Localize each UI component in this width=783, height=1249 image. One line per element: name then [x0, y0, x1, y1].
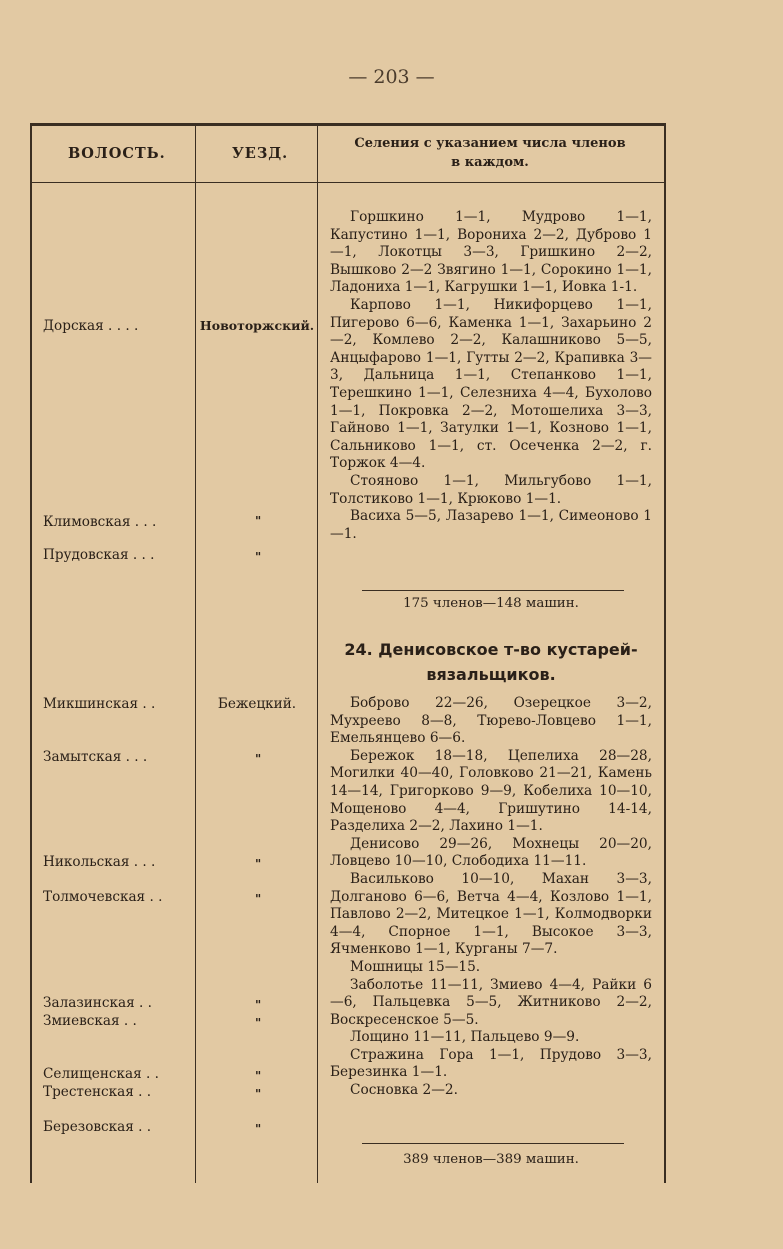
header-settlements-line1: Селения с указанием числа членов — [354, 136, 626, 151]
uezd-ditto: " — [255, 752, 262, 766]
volost-nikolskaya: Никольская . . . — [43, 854, 156, 870]
header-bottom-rule — [30, 182, 666, 183]
volost-prudovskaya: Прудовская . . . — [43, 547, 155, 563]
uezd-ditto: " — [255, 892, 262, 906]
settlement-entry: Васиха 5—5, Лазарево 1—1, Симеоново 1—1. — [330, 508, 652, 542]
settlements-group2 — [330, 695, 652, 1100]
volost-zalazinskaya: Залазинская . . — [43, 995, 152, 1011]
uezd-ditto: " — [255, 998, 262, 1012]
settlement-entry: Бережок 18—18, Цепелиха 28—28, Могилки 40—40, Головково 21—21, Камень 14—14, Григорково 9—9, Кобелиха 10—10, Мощеново 4—4, Гришутино 14-14, Разделиха 2—2, Лахино 1—1. — [330, 747, 652, 835]
column-divider-2 — [317, 123, 318, 1183]
settlement-entry: Горшкино 1—1, Мудрово 1—1, Капустино 1—1, Ворониха 2—2, Дуброво 1—1, Локотцы 3—3, Гришкино 2—2, Вышково 2—2 Звягино 1—1, Сорокино 1—1, Ладониха 1—1, Кагрушки 1—1, Иовка 1-1. — [330, 209, 652, 296]
table-left-border — [30, 123, 32, 1183]
uezd-ditto: " — [255, 857, 262, 871]
volost-mikshinskaya: Микшинская . . — [43, 696, 156, 712]
uezd-ditto: " — [255, 550, 262, 564]
header-settlements — [325, 134, 655, 172]
volost-selishchenskaya: Селищенская . . — [43, 1066, 159, 1082]
uezd-ditto: " — [255, 1069, 262, 1083]
settlement-entry: Карпово 1—1, Никифорцево 1—1, Пигерово 6—6, Каменка 1—1, Захарьино 2—2, Комлево 2—2, Калашниково 5—5, Анцыфарово 1—1, Гутты 2—2, Крапивка 3—3, Дальница 1—1, Степанково 1—1, Терешкино 1—1, Селезниха 4—4, Бухолово 1—1, Покровка 2—2, Мотошелиха 3—3, Гайново 1—1, Затулки 1—1, Козново 1—1, Сальниково 1—1, ст. Осеченка 2—2, г. Торжок 4—4. — [330, 296, 652, 472]
volost-zmievskaya: Змиевская . . — [43, 1013, 137, 1029]
header-uezd: УЕЗД. — [232, 145, 289, 162]
settlement-entry: Васильково 10—10, Махан 3—3, Долганово 6—6, Ветча 4—4, Козлово 1—1, Павлово 2—2, Митецкое 1—1, Колмодворки 4—4, Спорное 1—1, Высокое 3—3, Ячменково 1—1, Курганы 7—7. — [330, 870, 652, 958]
settlement-entry: Лощино 11—11, Пальцево 9—9. — [350, 1029, 580, 1046]
settlement-entry: Боброво 22—26, Озерецкое 3—2, Мухреево 8—8, Тюрево-Ловцево 1—1, Емельянцево 6—6. — [330, 695, 652, 747]
page-number: — 203 — — [348, 66, 435, 88]
summary-rule — [362, 590, 624, 591]
header-settlements-line2: в каждом. — [451, 155, 529, 170]
summary-group1: 175 членов—148 машин. — [403, 596, 579, 611]
uezd-ditto: " — [255, 1016, 262, 1030]
uezd-ditto: " — [255, 1122, 262, 1136]
settlement-entry: Мошницы 15—15. — [350, 958, 481, 975]
settlement-entry: Стражина Гора 1—1, Прудово 3—3, Березинка 1—1. — [330, 1046, 652, 1081]
summary-group2: 389 членов—389 машин. — [403, 1152, 579, 1167]
section-title: 24. Денисовское т-во кустарей-вязальщиков. — [344, 640, 638, 684]
settlements-group1 — [330, 209, 652, 543]
settlement-entry: Стояново 1—1, Мильгубово 1—1, Толстиково 1—1, Крюково 1—1. — [330, 472, 652, 507]
uezd-novotorzhsky: Новоторжский. — [199, 318, 315, 333]
column-divider-1 — [195, 123, 196, 1183]
table-right-border — [664, 123, 666, 1183]
uezd-bezhetsky: Бежецкий. — [217, 696, 297, 712]
summary-rule — [362, 1143, 624, 1144]
volost-klimovskaya: Климовская . . . — [43, 514, 157, 530]
uezd-ditto: " — [255, 514, 262, 528]
settlement-entry: Сосновка 2—2. — [350, 1082, 458, 1099]
settlement-entry: Денисово 29—26, Мохнецы 20—20, Ловцево 10—10, Слободиха 11—11. — [330, 835, 652, 870]
volost-trestenskaya: Трестенская . . — [43, 1084, 152, 1100]
volost-dorskaya: Дорская . . . . — [43, 318, 139, 334]
header-volost: ВОЛОСТЬ. — [68, 145, 166, 162]
table-top-rule — [30, 123, 666, 126]
uezd-ditto: " — [255, 1087, 262, 1101]
settlement-entry: Заболотье 11—11, Змиево 4—4, Райки 6—6, Пальцевка 5—5, Житниково 2—2, Воскресенское 5—5. — [330, 976, 652, 1028]
volost-berezovskaya: Березовская . . — [43, 1119, 152, 1135]
volost-zamytskaya: Замытская . . . — [43, 749, 148, 765]
volost-tolmochevskaya: Толмочевская . . — [43, 889, 163, 905]
